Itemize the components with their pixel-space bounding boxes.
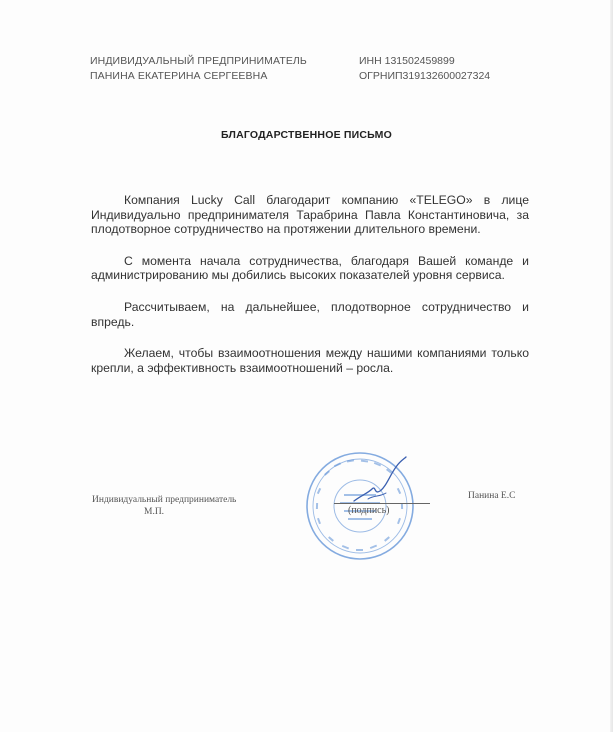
header-entrepreneur-title: ИНДИВИДУАЛЬНЫЙ ПРЕДПРИНИМАТЕЛЬ — [90, 55, 307, 67]
signatory-title — [92, 494, 236, 518]
paragraph-3: Рассчитываем, на дальнейшее, плодотворное сотрудничество и впредь. — [91, 299, 529, 329]
header-entrepreneur-name: ПАНИНА ЕКАТЕРИНА СЕРГЕЕВНА — [90, 70, 268, 82]
signatory-position: Индивидуальный предприниматель — [92, 495, 237, 505]
letter-body — [91, 193, 529, 392]
seal-place-label: М.П. — [144, 507, 165, 517]
header-inn: ИНН 131502459899 — [359, 55, 455, 67]
header-registration — [359, 54, 490, 84]
signature-caption: (подпись) — [348, 505, 390, 516]
header-entrepreneur — [90, 54, 307, 84]
signature-line — [334, 503, 430, 504]
letter-title: БЛАГОДАРСТВЕННОЕ ПИСЬМО — [221, 129, 392, 141]
paragraph-2: С момента начала сотрудничества, благодаря Вашей команде и администрированию мы добились высоких показателей уровня сервиса. — [91, 253, 529, 283]
header-ogrnip: ОГРНИП319132600027324 — [359, 70, 491, 82]
paragraph-4: Желаем, чтобы взаимоотношения между нашими компаниями только крепли, а эффективность взаимоотношений – росла. — [91, 346, 529, 375]
signatory-name: Панина Е.С — [468, 491, 516, 501]
handwritten-signature-icon — [350, 455, 410, 505]
paragraph-1: Компания Lucky Call благодарит компанию «TELEGO» в лице Индивидуально предпринимателя Тарабрина Павла Константиновича, за плодотворное сотрудничество на протяжении длительного времени. — [91, 193, 529, 237]
